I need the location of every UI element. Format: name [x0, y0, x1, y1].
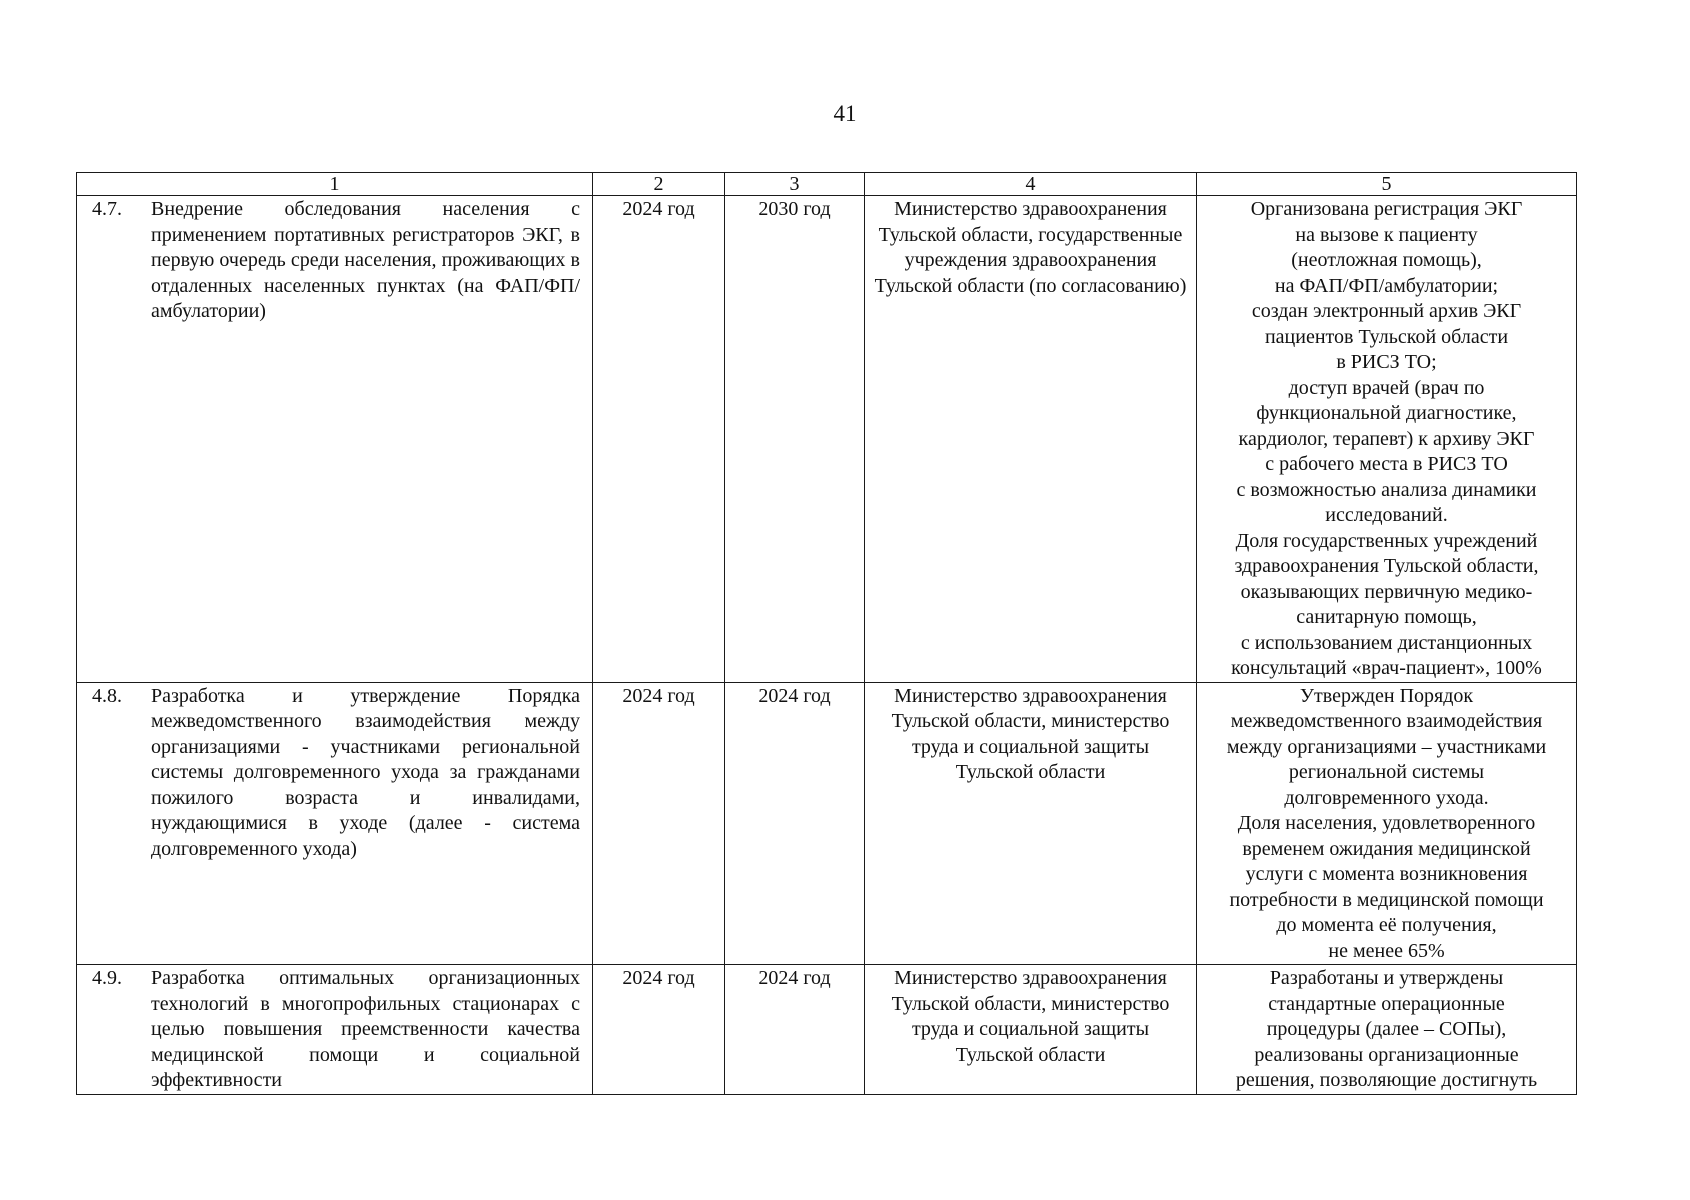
end-year: 2024 год: [725, 682, 865, 965]
result-line: здравоохранения Тульской области,: [1234, 555, 1539, 577]
column-header-2: 2: [593, 173, 725, 196]
result-line: доступ врачей (врач по: [1288, 376, 1485, 399]
table-row: [77, 682, 1577, 965]
result-line: пациентов Тульской области: [1264, 325, 1509, 348]
result-line: между организациями – участниками: [1226, 735, 1547, 758]
responsible-executors: Министерство здравоохранения Тульской области, государственные учреждения здравоохранения Тульской области (по согласованию): [865, 196, 1197, 683]
result-line: Доля населения, удовлетворенного: [1237, 812, 1536, 834]
result-line: (неотложная помощь),: [1291, 249, 1482, 271]
column-header-1: 1: [77, 173, 593, 196]
event-description: Разработка оптимальных организационных технологий в многопрофильных стационарах с целью повышения преемственности качества медицинской помощи и социальной эффективности: [151, 967, 580, 1091]
start-year: 2024 год: [593, 682, 725, 965]
event-description: Внедрение обследования населения с применением портативных регистраторов ЭКГ, в первую очередь среди населения, проживающих в отдаленных населенных пунктах (на ФАП/ФП/амбулатории): [151, 198, 580, 322]
result-line: долговременного ухода.: [1284, 786, 1489, 809]
plan-table: [76, 172, 1577, 1095]
row-number: 4.7.: [92, 198, 122, 220]
row-number: 4.9.: [92, 967, 122, 989]
column-header-5: 5: [1197, 173, 1577, 196]
start-year: 2024 год: [593, 965, 725, 1095]
result-line: не менее 65%: [1328, 939, 1445, 962]
result-line: кардиолог, терапевт) к архиву ЭКГ: [1238, 427, 1535, 450]
result-line: с использованием дистанционных: [1240, 631, 1533, 654]
expected-result: [1197, 965, 1577, 1095]
result-line: оказывающих первичную медико-: [1240, 580, 1533, 603]
event-cell: [77, 196, 593, 683]
start-year: 2024 год: [593, 196, 725, 683]
event-cell: [77, 682, 593, 965]
result-line: реализованы организационные: [1254, 1043, 1519, 1066]
result-line: создан электронный архив ЭКГ: [1251, 300, 1522, 322]
end-year: 2024 год: [725, 965, 865, 1095]
result-line: с рабочего места в РИСЗ ТО: [1265, 453, 1508, 475]
result-line: региональной системы: [1288, 761, 1485, 783]
result-line: стандартные операционные: [1268, 992, 1505, 1015]
responsible-executors: Министерство здравоохранения Тульской области, министерство труда и социальной защиты Тульской области: [865, 965, 1197, 1095]
page-number: 41: [833, 101, 857, 126]
result-line: на ФАП/ФП/амбулатории;: [1274, 274, 1499, 297]
row-number: 4.8.: [92, 684, 122, 707]
result-line: межведомственного взаимодействия: [1230, 710, 1543, 732]
result-line: Организована регистрация ЭКГ: [1250, 198, 1523, 220]
table-row: [77, 196, 1577, 683]
event-cell: [77, 965, 593, 1095]
end-year: 2030 год: [725, 196, 865, 683]
table-row: [77, 965, 1577, 1095]
column-header-4: 4: [865, 173, 1197, 196]
result-line: до момента её получения,: [1276, 914, 1497, 936]
expected-result: [1197, 682, 1577, 965]
result-line: потребности в медицинской помощи: [1229, 888, 1544, 911]
result-line: Доля государственных учреждений: [1235, 529, 1538, 552]
result-line: с возможностью анализа динамики: [1236, 478, 1537, 501]
result-line: решения, позволяющие достигнуть: [1235, 1069, 1538, 1091]
result-line: на вызове к пациенту: [1295, 223, 1478, 246]
result-line: Утвержден Порядок: [1299, 684, 1474, 707]
result-line: санитарную помощь,: [1296, 606, 1477, 628]
responsible-executors: Министерство здравоохранения Тульской области, министерство труда и социальной защиты Тульской области: [865, 682, 1197, 965]
result-line: в РИСЗ ТО;: [1336, 351, 1437, 373]
result-line: исследований.: [1325, 504, 1448, 526]
result-line: временем ожидания медицинской: [1242, 837, 1531, 860]
event-description: Разработка и утверждение Порядка межведомственного взаимодействия между организациями - участниками региональной системы долговременного ухода за гражданами пожилого возраста и инвалидами, нуждающимися в уходе (далее - система долговременного ухода): [151, 684, 580, 860]
table-header: [77, 173, 1577, 196]
result-line: процедуры (далее – СОПы),: [1266, 1018, 1507, 1040]
result-line: консультаций «врач-пациент», 100%: [1231, 657, 1542, 679]
expected-result: [1197, 196, 1577, 683]
column-header-3: 3: [725, 173, 865, 196]
result-line: Разработаны и утверждены: [1269, 967, 1504, 989]
result-line: услуги с момента возникновения: [1245, 863, 1528, 885]
result-line: функциональной диагностике,: [1256, 402, 1517, 424]
